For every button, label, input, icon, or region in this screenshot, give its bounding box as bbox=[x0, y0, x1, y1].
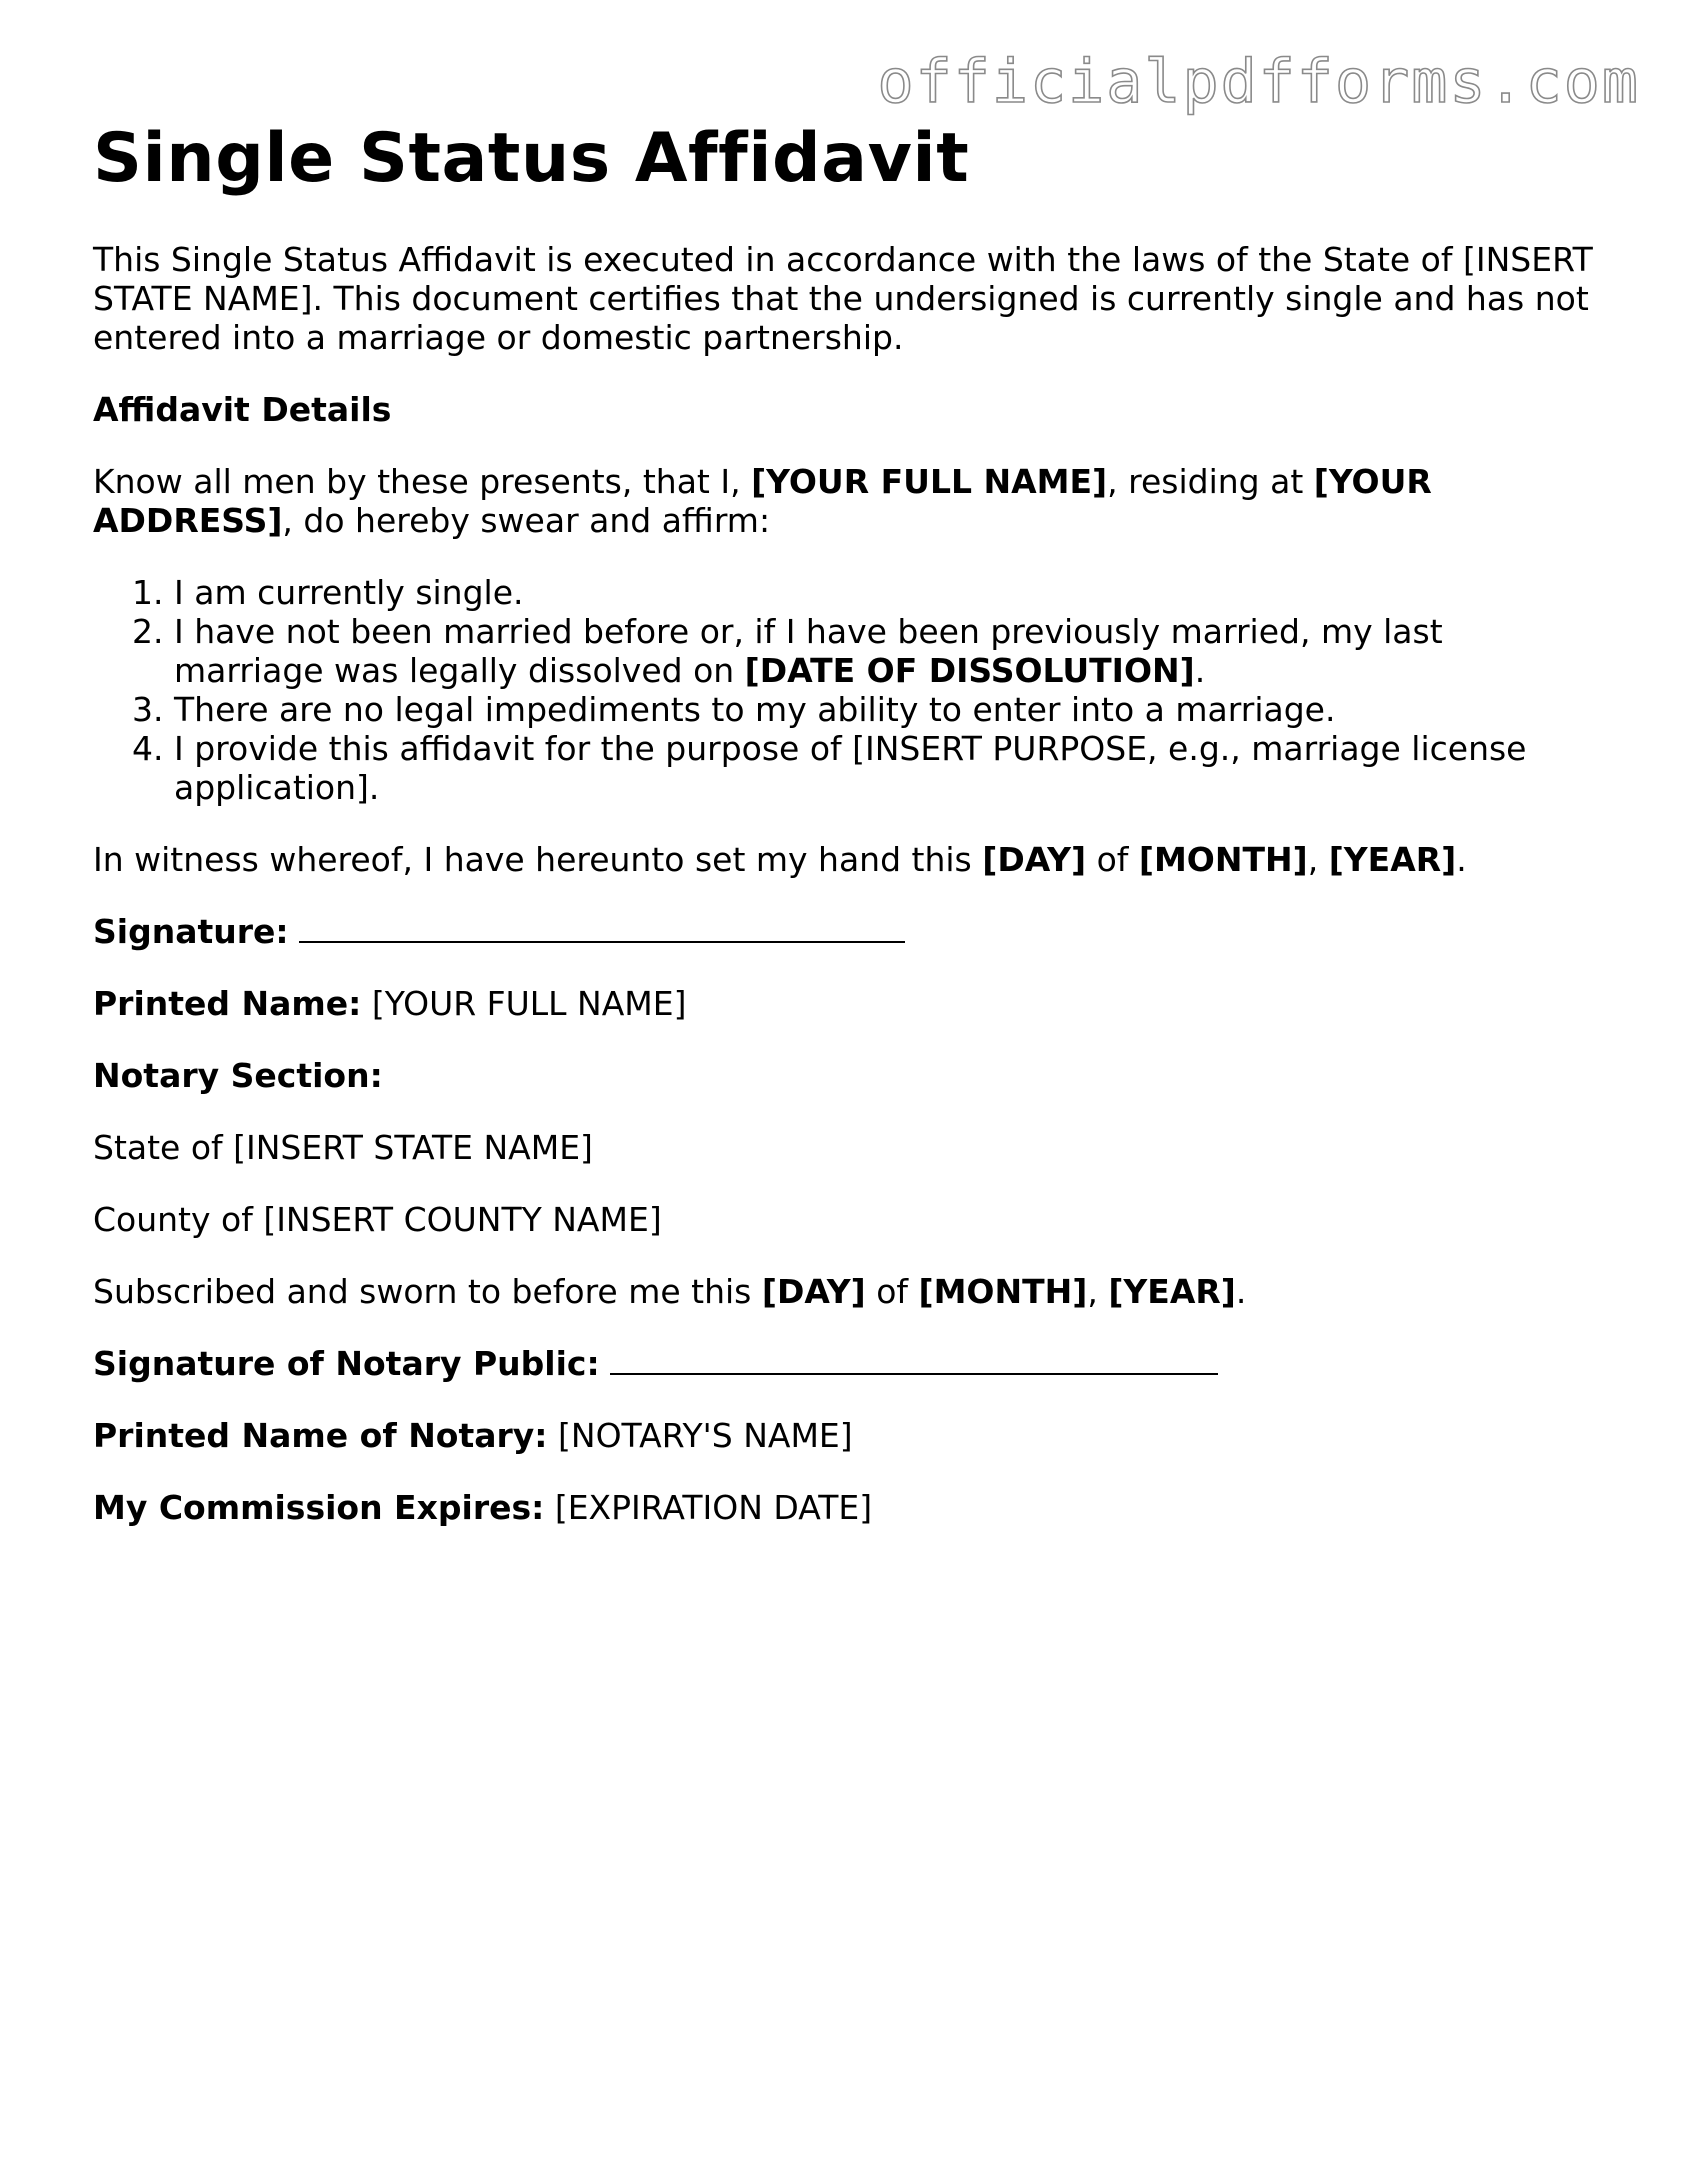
full-name-placeholder: [YOUR FULL NAME] bbox=[751, 461, 1108, 501]
signature-label: Signature: bbox=[93, 911, 289, 951]
sworn-year-placeholder: [YEAR] bbox=[1108, 1271, 1236, 1311]
notary-signature-line bbox=[93, 1344, 1593, 1383]
notary-section-heading bbox=[93, 1056, 1593, 1095]
notary-printed-name-value: [NOTARY'S NAME] bbox=[547, 1415, 853, 1455]
witness-of: of bbox=[1086, 839, 1139, 879]
sworn-comma: , bbox=[1087, 1271, 1109, 1311]
sworn-end: . bbox=[1235, 1271, 1247, 1311]
declaration-lead: Know all men by these presents, that I, bbox=[93, 461, 752, 501]
watermark: officialpdfforms.com bbox=[877, 47, 1640, 117]
witness-end: . bbox=[1456, 839, 1467, 879]
notary-printed-name-label: Printed Name of Notary: bbox=[93, 1415, 548, 1455]
intro-paragraph: This Single Status Affidavit is executed in accordance with the laws of the State of [INSERT STATE NAME]. This document certifies that the undersigned is currently single and has not entered into a marriage or domestic partnership. bbox=[93, 239, 1593, 357]
signature-field[interactable] bbox=[299, 913, 905, 943]
printed-name-label: Printed Name: bbox=[93, 983, 362, 1023]
day-placeholder: [DAY] bbox=[982, 839, 1087, 879]
signature-line bbox=[93, 912, 1593, 951]
declaration-mid: , residing at bbox=[1107, 461, 1314, 501]
commission-expires-label: My Commission Expires: bbox=[93, 1487, 545, 1527]
sworn-paragraph bbox=[93, 1272, 1593, 1311]
sworn-lead: Subscribed and sworn to before me this bbox=[93, 1271, 762, 1311]
month-placeholder: [MONTH] bbox=[1138, 839, 1308, 879]
declaration-tail: , do hereby swear and affirm: bbox=[282, 500, 771, 540]
item-tail: . bbox=[1194, 650, 1206, 690]
list-item: 4. I provide this affidavit for the purpose of [INSERT PURPOSE, e.g., marriage license application]. bbox=[174, 729, 1593, 807]
printed-name-value: [YOUR FULL NAME] bbox=[361, 983, 687, 1023]
notary-county: County of [INSERT COUNTY NAME] bbox=[93, 1199, 662, 1239]
page-title: Single Status Affidavit bbox=[93, 119, 970, 198]
notary-printed-name-line bbox=[93, 1416, 1593, 1455]
printed-name-line bbox=[93, 984, 1593, 1023]
commission-expires-line bbox=[93, 1488, 1593, 1527]
commission-expires-value: [EXPIRATION DATE] bbox=[544, 1487, 873, 1527]
witness-paragraph bbox=[93, 840, 1593, 879]
sworn-day-placeholder: [DAY] bbox=[761, 1271, 866, 1311]
sworn-month-placeholder: [MONTH] bbox=[918, 1271, 1088, 1311]
year-placeholder: [YEAR] bbox=[1328, 839, 1457, 879]
list-item bbox=[174, 612, 1593, 690]
dissolution-date-placeholder: [DATE OF DISSOLUTION] bbox=[744, 650, 1195, 690]
item-lead: I have not been married before or, if I have been previously married, my last marriage was legally dissolved on bbox=[174, 611, 1443, 690]
affirmation-list bbox=[93, 573, 1593, 807]
witness-comma: , bbox=[1307, 839, 1329, 879]
notary-state: State of [INSERT STATE NAME] bbox=[93, 1127, 593, 1167]
declaration-paragraph bbox=[93, 462, 1593, 540]
list-item: 3. There are no legal impediments to my ability to enter into a marriage. bbox=[174, 690, 1593, 729]
address-placeholder: [YOUR ADDRESS] bbox=[93, 461, 1432, 540]
notary-signature-field[interactable] bbox=[610, 1345, 1218, 1375]
affidavit-details-heading: Affidavit Details bbox=[93, 389, 392, 429]
sworn-of: of bbox=[865, 1271, 919, 1311]
notary-signature-label: Signature of Notary Public: bbox=[93, 1343, 600, 1383]
list-item: 1. I am currently single. bbox=[174, 573, 1593, 612]
document-page bbox=[93, 118, 1593, 1527]
notary-heading-text: Notary Section: bbox=[93, 1055, 383, 1095]
witness-lead: In witness whereof, I have hereunto set my hand this bbox=[93, 839, 983, 879]
